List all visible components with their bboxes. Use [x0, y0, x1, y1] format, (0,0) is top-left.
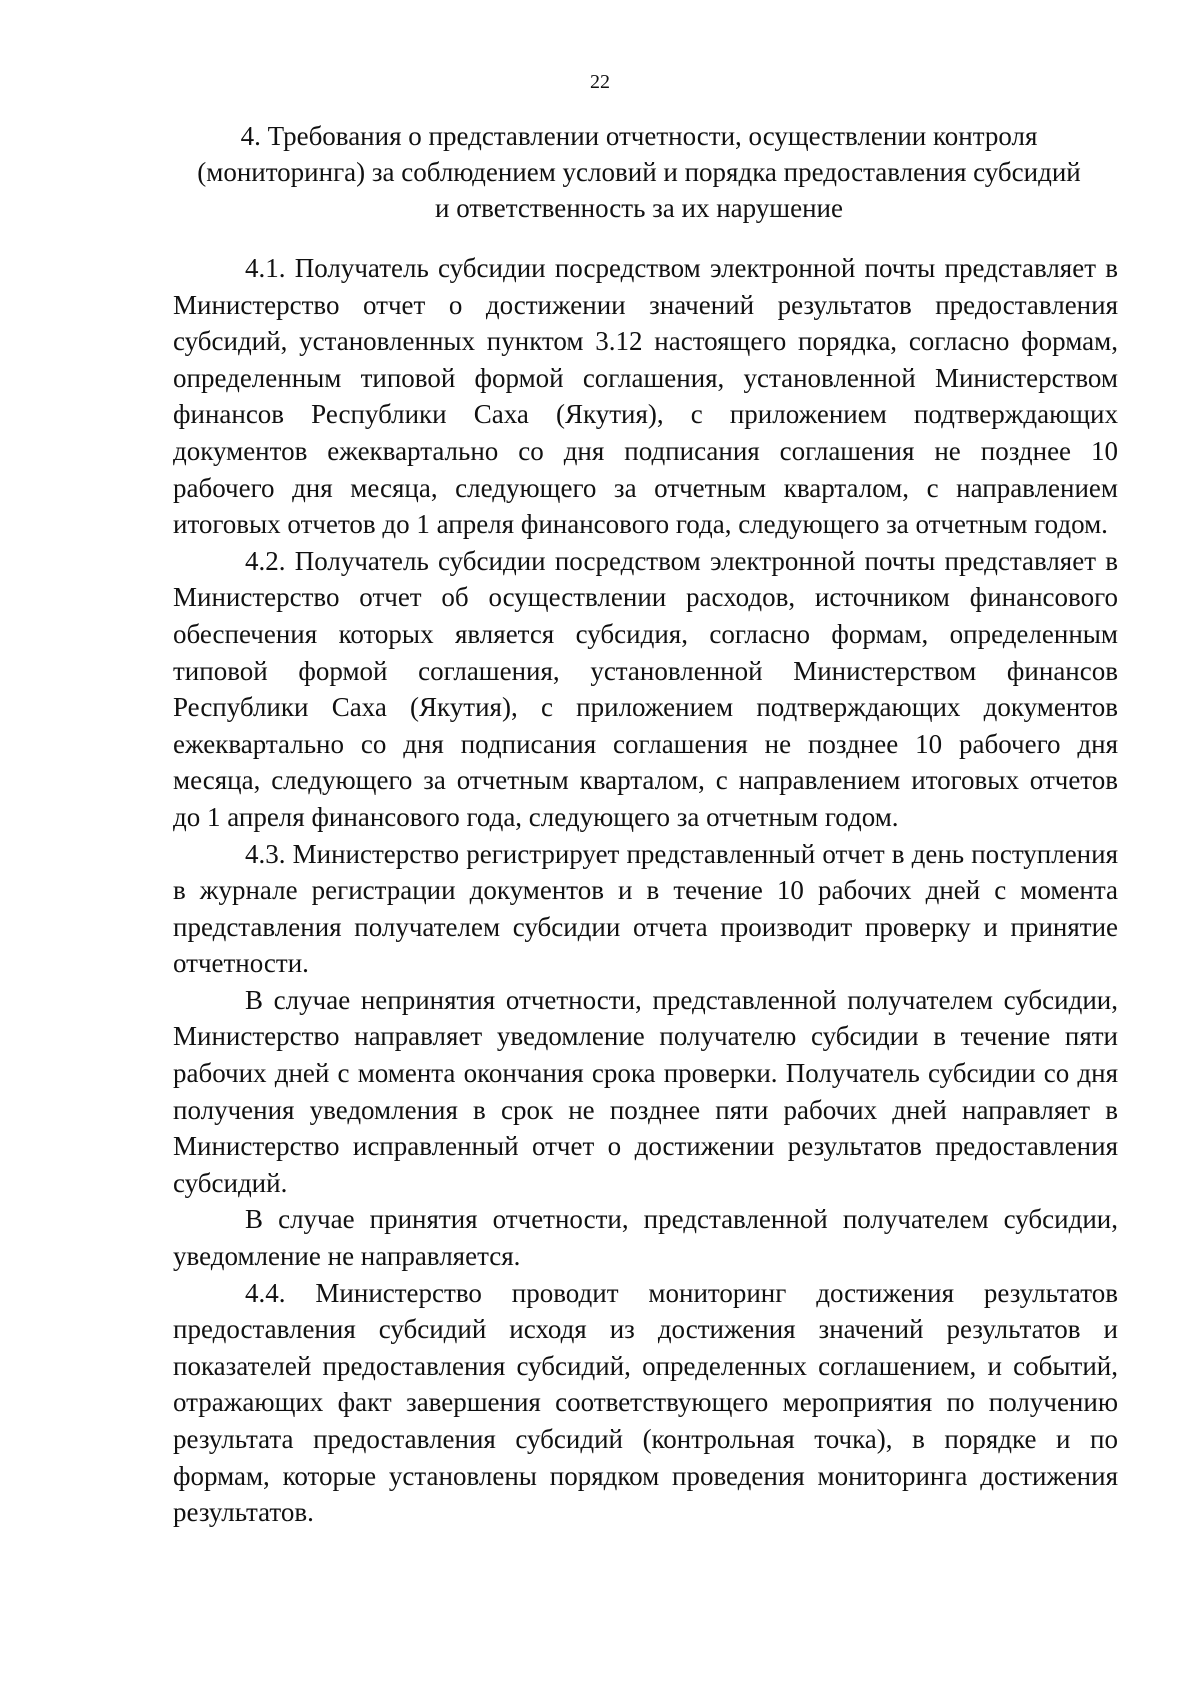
section-heading-line: и ответственность за их нарушение	[435, 193, 843, 223]
paragraph-4-2: 4.2. Получатель субсидии посредством электронной почты представляет в Министерство отчет об осуществлении расходов, источником финансового обеспечения которых является субсидия, согласно формам, определенным типовой формой соглашения, установленной Министерством финансов Республики Саха (Якутия), с приложением подтверждающих документов ежеквартально со дня подписания соглашения не позднее 10 рабочего дня месяца, следующего за отчетным кварталом, с направлением итоговых отчетов до 1 апреля финансового года, следующего за отчетным годом.	[173, 545, 1118, 832]
section-heading	[160, 118, 1118, 226]
section-heading-line: 4. Требования о представлении отчетности, осуществлении контроля	[240, 121, 1038, 151]
paragraph-rejection: В случае непринятия отчетности, представленной получателем субсидии, Министерство направляет уведомление получателю субсидии в течение пяти рабочих дней с момента окончания срока проверки. Получатель субсидии со дня получения уведомления в срок не позднее пяти рабочих дней направляет в Министерство исправленный отчет о достижении результатов предоставления субсидий.	[173, 984, 1118, 1198]
paragraph-4-3: 4.3. Министерство регистрирует представленный отчет в день поступления в журнале регистрации документов и в течение 10 рабочих дней с момента представления получателем субсидии отчета производит проверку и принятие отчетности.	[173, 838, 1118, 979]
page-number: 22	[590, 71, 610, 93]
paragraph-4-1: 4.1. Получатель субсидии посредством электронной почты представляет в Министерство отчет о достижении значений результатов предоставления субсидий, установленных пунктом 3.12 настоящего порядка, согласно формам, определенным типовой формой соглашения, установленной Министерством финансов Республики Саха (Якутия), с приложением подтверждающих документов ежеквартально со дня подписания соглашения не позднее 10 рабочего дня месяца, следующего за отчетным кварталом, с направлением итоговых отчетов до 1 апреля финансового года, следующего за отчетным годом.	[173, 253, 1118, 540]
paragraph-acceptance: В случае принятия отчетности, представленной получателем субсидии, уведомление не направляется.	[173, 1204, 1118, 1272]
document-body	[173, 250, 1118, 1531]
section-heading-line: (мониторинга) за соблюдением условий и порядка предоставления субсидий	[197, 157, 1081, 187]
paragraph-4-4: 4.4. Министерство проводит мониторинг достижения результатов предоставления субсидий исходя из достижения значений результатов и показателей предоставления субсидий, определенных соглашением, и событий, отражающих факт завершения соответствующего мероприятия по получению результата предоставления субсидий (контрольная точка), в порядке и по формам, которые установлены порядком проведения мониторинга достижения результатов.	[173, 1277, 1118, 1528]
